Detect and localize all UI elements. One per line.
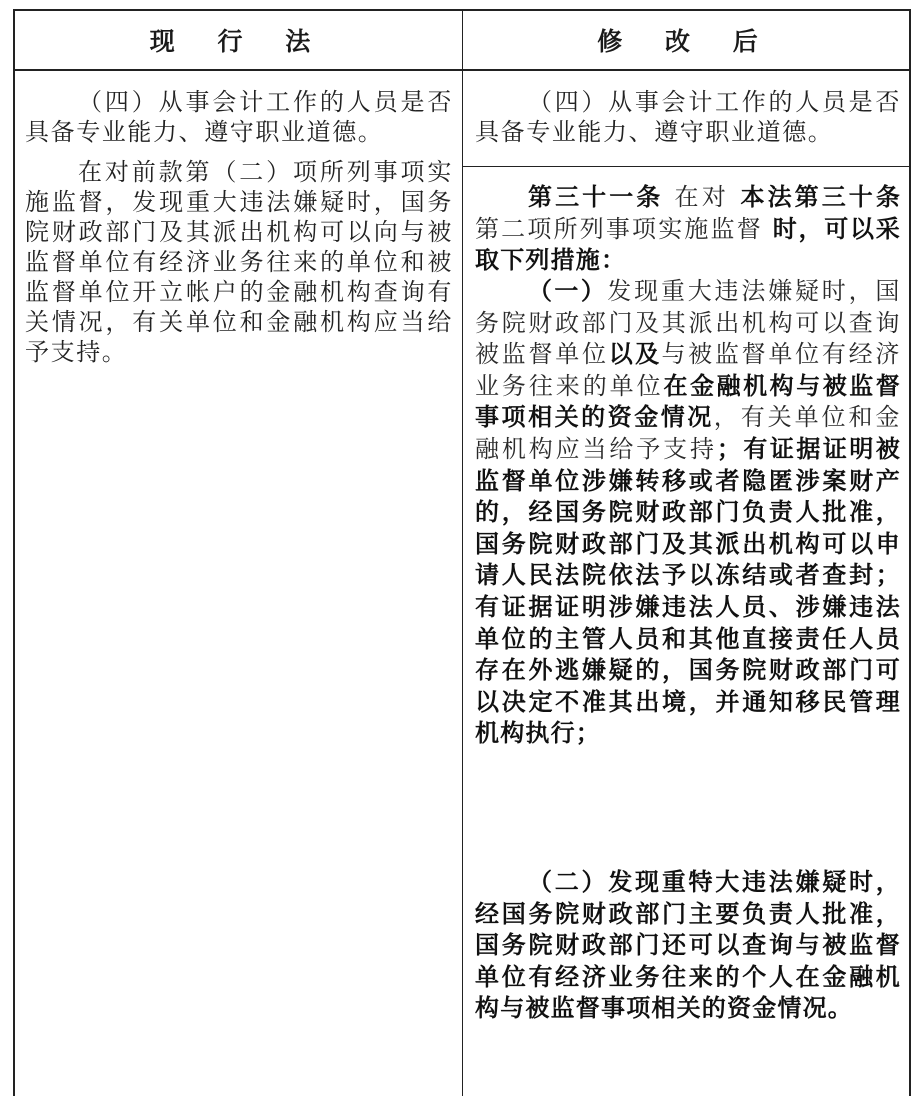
- table-border-right: [909, 9, 911, 1096]
- item1-text-5: ，有关单位和金融机构应当给予支持: [475, 403, 901, 463]
- header-divider: [13, 69, 911, 71]
- item1-text-1: 发现重大违法嫌疑时，国务院财政部门及其派出机构可以查询被监督单位: [475, 277, 901, 369]
- item1-text-6: ；有证据证明被监督单位涉嫌转移或者隐匿涉案财产的，经国务院财政部门负责人批准，国务院财政部门及其派出机构可以申请人民法院依法予以冻结或者查封；有证据证明涉嫌违法人员、涉嫌违法单位的主管人员和其他直接责任人员存在外逃嫌疑的，国务院财政部门可以决定不准其出境，并通知移民管理机构执行；: [475, 434, 901, 748]
- table-border-left: [13, 9, 15, 1096]
- article-text-3: 第二项所列事项实施监督: [475, 214, 763, 243]
- left-para-item4: （四）从事会计工作的人员是否具备专业能力、遵守职业道德。: [25, 88, 453, 146]
- left-para-inquiry: 在对前款第（二）项所列事项实施监督，发现重大违法嫌疑时，国务院财政部门及其派出机构可以向与被监督单位有经济业务往来的单位和被监督单位开立帐户的金融机构查询有关情况，有关单位和金融机构应当给予支持。: [25, 158, 453, 366]
- item1-text-4: 在金融机构与被监督事项相关的资金情况: [475, 371, 901, 432]
- article-text-2: 本法第三十条: [740, 183, 902, 211]
- item2-text: （二）发现重特大违法嫌疑时，经国务院财政部门主要负责人批准，国务院财政部门还可以查询与被监督单位有经济业务往来的个人在金融机构与被监督事项相关的资金情况。: [475, 868, 901, 1022]
- item1-text-3: 与被监督单位有经济业务往来的单位: [475, 340, 902, 400]
- right-item-1: [475, 276, 901, 750]
- article-text-4: 时，可以采取下列措施：: [475, 214, 902, 274]
- header-amended: 修 改 后: [597, 27, 775, 56]
- right-row-divider: [462, 166, 911, 167]
- right-article-31: [475, 182, 901, 277]
- column-divider: [462, 9, 463, 1096]
- right-para-item4: （四）从事会计工作的人员是否具备专业能力、遵守职业道德。: [475, 88, 901, 146]
- header-current-law: 现 行 法: [149, 27, 328, 56]
- item1-marker: （一）: [528, 277, 608, 305]
- article-text-1: 在对: [674, 183, 730, 211]
- item1-text-2: 以及: [608, 340, 662, 369]
- right-item-2: [475, 867, 901, 1025]
- article-number: 第三十一条: [528, 183, 664, 211]
